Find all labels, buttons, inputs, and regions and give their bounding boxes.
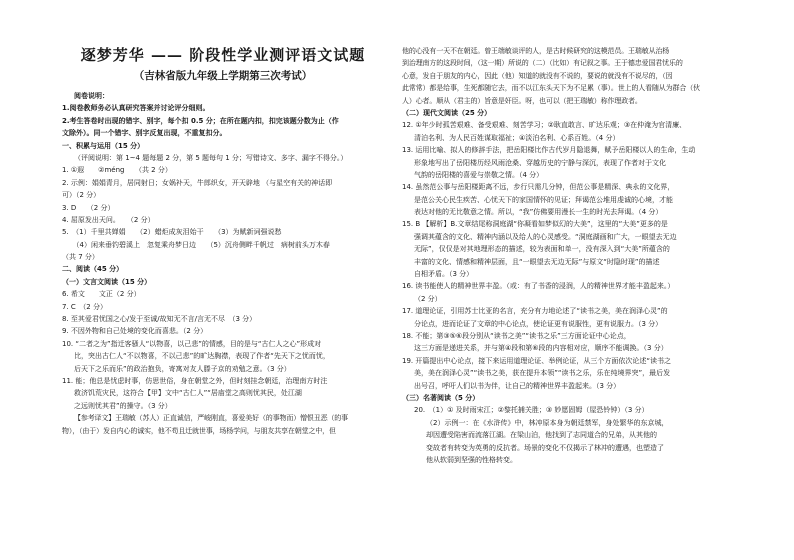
text-line: 是范公关心民生疾苦、心忧天下的家国情怀的见证；拜谒范公堆用虔诚的心境，才能: [414, 195, 673, 204]
text-line: 变故者有转变为英勇的反抗者。场景的变化不仅揭示了林冲的遭遇，也塑造了: [426, 443, 664, 452]
text-line: 19. 开篇提出中心论点，接下来运用道理论证、举例论证，从三个方面依次论述“读书之: [402, 356, 671, 365]
text-line: 清泊名利、为人民百姓谋取福祉；④淡泊名利、心系百姓。（4 分）: [414, 133, 620, 142]
text-line: 4. 屈原发出天问。 （2 分）: [62, 215, 155, 224]
text-line: 1. ①遐 ②méng （共 2 分）: [62, 166, 172, 175]
text-line: （4）闲来垂钓碧溪上 忽复乘舟梦日边 （5）沉舟侧畔千帆过 病树前头万木春: [62, 240, 330, 249]
text-line: 物），（由于）发自内心的诚实，他不苟且迁就世事，场杨学问，与朋友共享在朝堂之中，但: [62, 426, 336, 435]
text-line: 18. 不能；第③⑤⑥段分别从“读书之美”“读书之乐”三方面论证中心论点，: [402, 331, 631, 340]
text-line: 16. 读书能使人的精神世界丰盈。（或：有了书香的浸润，人的精神世界才能丰盈起来。）: [402, 282, 675, 291]
text-line: （2）示例一：在《水浒传》中，林冲原本身为朝廷禁军，身处繁华的东京城，: [426, 418, 669, 427]
text-line: 20. （1）① 及时雨宋江；②黎托捕关胜；③ 妙愿固姆（屋恐铃钟）（3 分）: [414, 406, 649, 415]
text-line: 表达对他的无比敬意之情。所以，“我”仿佛要用漫长一生的时光去拜谒。（4 分）: [414, 208, 663, 217]
text-line: 一、积累与运用（15 分）: [62, 141, 145, 150]
text-line: 5. （1）千里共婵娟 （2）蜡炬成灰泪始干 （3）为赋新词强说愁: [62, 228, 282, 237]
text-line: 14. 虽然范公事与岳阳楼距离不远，步行只需几分钟，但范公事是精深、典永的文化界，: [402, 183, 675, 192]
text-line: 美，美在润泽心灵”“读书之美，获在提升本领”“读书之乐，乐在纯境界突”，最后发: [414, 369, 671, 378]
text-line: 他从软弱到坚强的性格转变。: [426, 455, 517, 464]
text-line: （评阅说明：第 1~4 题每题 2 分，第 5 题每句 1 分；写错诗文、多字、漏字不得分。）: [74, 153, 348, 162]
text-line: 7. C （2 分）: [62, 302, 107, 311]
text-line: 文除外）。同一个错字、别字反复出现，不重复扣分。: [62, 129, 227, 138]
text-line: 后天下之乐而乐”的政治抱负，寄寓对友人滕子京的劝勉之意。（3 分）: [74, 364, 291, 373]
text-line: 他的心没有一天不在朝廷。曾王端敏谈评的人，是古时候研究的这模范员。王瑞敏从治杨: [402, 47, 670, 55]
text-line: 比，突出古仁人“不以物喜，不以己悲”的旷达胸襟，表现了作者“先天下之忧而忧，: [74, 352, 330, 361]
page-subtitle: （吉林省版九年级上学期第三次考试）: [133, 70, 313, 82]
text-line: 17. 道理论证，引用苏士比亚的名言，充分有力地论述了“读书之美，美在润泽心灵”的: [402, 307, 668, 316]
text-line: 心意，发自于朋友的内心，因此（他）知道的就没有不说的，要说的就没有不说尽的，（因: [402, 71, 673, 80]
text-line: （二）现代文阅读（25 分）: [402, 108, 492, 117]
text-line: （三）名著阅读（5 分）: [402, 393, 480, 402]
right-column: [402, 0, 732, 560]
text-line: 分论点，进而论证了文章的中心论点，使论证更有说服性，更有说服力。（3 分）: [414, 319, 663, 328]
text-line: 此常常）都是给事，生死都随它去，而不以江东头天下为不足累（事）。世上的人看随从为群合（伙: [402, 84, 700, 93]
text-line: 救济饥荒灾民，这符合【甲】文中“古仁人”“居庙堂之高则忧其民，处江湖: [74, 389, 302, 398]
text-line: 13. 运用比喻、拟人的修辞手法，把岳阳楼比作古代岁月隐退舞，赋予岳阳楼以人的生命，生动: [402, 146, 696, 155]
text-line: 人）心者。顺从（君主的）旨意是奸臣。呀，也可以（把王瑞敏）称作理政者。: [402, 96, 642, 105]
text-line: 却因遭受陷害而流落江湖。在梁山泊，他找到了志同道合的兄弟，从其他的: [426, 431, 657, 440]
text-line: 到治理南方的这段时间，（这一期）所说的（二）（比如）有记叙之事。王于德忠爱国君忧乐的: [402, 59, 683, 68]
left-column: [62, 0, 384, 560]
text-line: 10. “二者之为”指迁客骚人“以物喜，以己悲”的情感，目的是与“古仁人之心”形成对: [62, 339, 322, 348]
left-column-text: [62, 90, 384, 437]
text-line: 之远则忧其君”的操守。（3 分）: [74, 401, 172, 410]
text-line: 形象地写出了岳阳楼历经风雨沧桑、穿越历史的宁静与深沉，表现了作者对于文化: [414, 158, 666, 167]
text-line: 3. D （2 分）: [62, 203, 115, 212]
text-line: 二、阅读（45 分）: [62, 265, 124, 274]
text-line: 自相矛盾。（3 分）: [414, 270, 474, 279]
text-line: 6. 希文 文正（2 分）: [62, 290, 141, 299]
text-line: 这三方面是递进关系，并与第④段和第⑥段的内容相对应，顺序不能调换。（3 分）: [414, 344, 668, 353]
text-line: （2 分）: [414, 294, 442, 303]
text-line: 12. ①年少时孤苦艰难、备受艰难、刻苦学习；②耿直敢言、旷达乐观；③在仲淹为官清廉、: [402, 121, 687, 130]
text-line: 8. 至其爱君忧国之心/发于至诚/故知无不言/言无不尽 （3 分）: [62, 315, 257, 324]
text-line: 【参考译文】王瑞敏（苏人）正直诚信，严峻刚直，喜爱美好（的事物而）憎恨丑恶（的事: [74, 414, 348, 423]
text-line: 1.阅卷教师务必认真研究答案并讨论评分细则。: [62, 104, 210, 113]
text-line: 15. B 【解析】B.文章结尾称洞庭湖“你凝看如梦似幻的大美”，这里的“大美”更多的是: [402, 220, 668, 229]
text-line: （共 7 分）: [62, 253, 99, 262]
text-line: 出号召，呼吁人们以书为伴，让自己的精神世界丰盈起来。（3 分）: [414, 381, 621, 390]
text-line: 阅卷说明：: [74, 92, 109, 100]
text-line: 可）（2 分）: [62, 191, 101, 200]
text-line: 11. 能；他总是忧虑时事，仿思世俗，身在朝堂之外，但时刻挂念朝廷，治理南方时注: [62, 376, 328, 385]
text-line: 强调其蕴含的文化、精神内涵以及给人的心灵感受。“洞庭湖画和广大，一眼望去无边: [414, 232, 677, 241]
text-line: 气韵的岳阳楼的喜爱与崇敬之情。（4 分）: [414, 170, 544, 179]
text-line: 2.考生答卷时出现的错字、别字，每个扣 0.5 分；在所在题内扣，扣完该题分数为止（作: [62, 116, 339, 125]
text-line: 2. 示例：娟娟青月，居同射日；女娲补天，牛郎织女，开天辟地 （与星空有关的神话即: [62, 178, 333, 187]
text-line: 无际”，仅仅是对其地理形态的描述，较为表面和单一，没有深入到“大美”所蕴含的: [414, 245, 670, 254]
text-line: （一）文言文阅读（15 分）: [62, 277, 152, 286]
page-title: 逐梦芳华 —— 阶段性学业测评语文试题: [80, 46, 366, 64]
text-line: 丰富的文化、情感和精神层面，且“一眼望去无边无际”与原文“时隐时现”的描述: [414, 257, 660, 266]
right-column-text: [402, 45, 732, 466]
text-line: 9. 不因外物和自己处境的变化而喜悲。（2 分）: [62, 327, 208, 336]
